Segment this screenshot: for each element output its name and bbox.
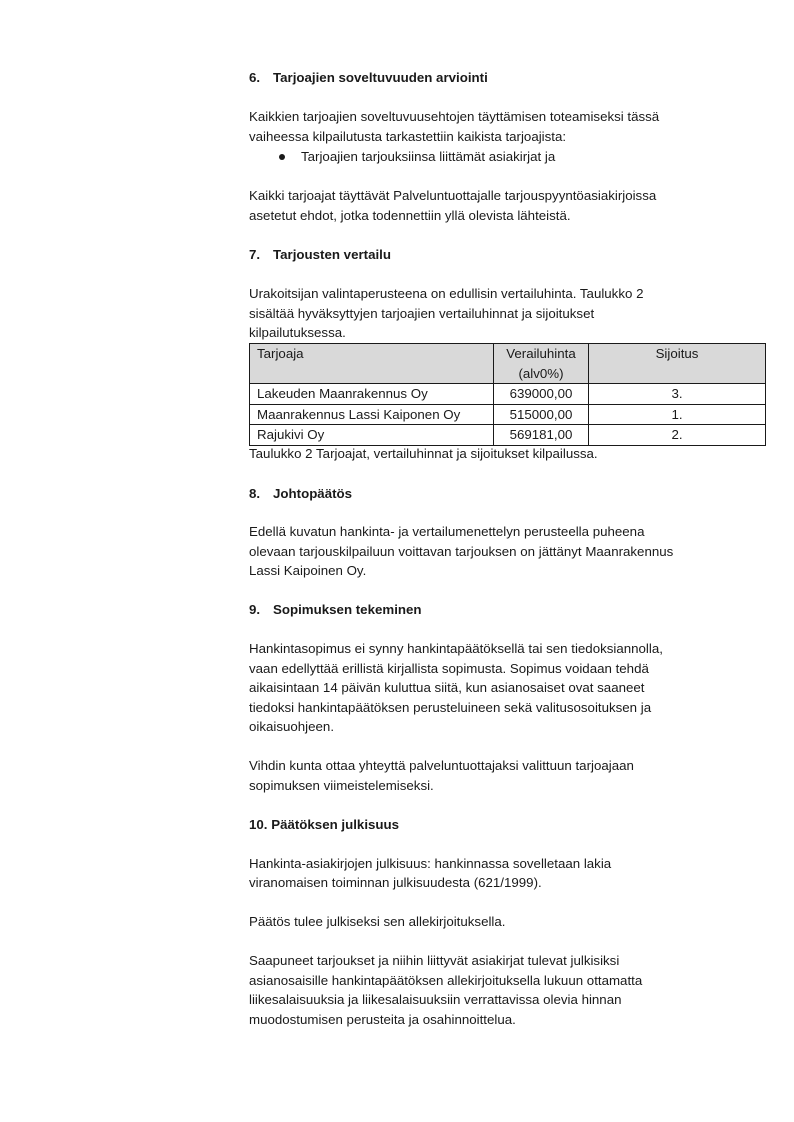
section-9-paragraph-line: vaan edellyttää erillistä kirjallista sopimusta. Sopimus voidaan tehdä [249, 661, 649, 676]
section-7-paragraph-line: Urakoitsijan valintaperusteena on edullisin vertailuhinta. Taulukko 2 [249, 286, 644, 301]
cell-bidder: Rajukivi Oy [250, 425, 494, 446]
section-6-paragraph-line: Kaikki tarjoajat täyttävät Palveluntuottajalle tarjouspyyntöasiakirjoissa [249, 188, 657, 203]
cell-price: 639000,00 [494, 384, 589, 405]
table-row [250, 425, 766, 446]
table-row [250, 384, 766, 405]
section-6-paragraph-line: asetetut ehdot, jotka todennettiin yllä olevista lähteistä. [249, 208, 571, 223]
section-6-paragraph-line: vaiheessa kilpailutusta tarkastettiin kaikista tarjoajista: [249, 129, 567, 144]
section-8-paragraph-line: Edellä kuvatun hankinta- ja vertailumenettelyn perusteella puheena [249, 524, 645, 539]
section-10-paragraph-line: Päätös tulee julkiseksi sen allekirjoituksella. [249, 914, 506, 929]
section-7-paragraph-line: sisältää hyväksyttyjen tarjoajien vertailuhinnat ja sijoitukset [249, 306, 595, 321]
section-10-paragraph-line: muodostumisen perusteita ja osahinnoittelua. [249, 1012, 516, 1027]
section-8-paragraph-line: Lassi Kaipoinen Oy. [249, 563, 367, 578]
section-6-heading: 6. Tarjoajien soveltuvuuden arviointi [249, 70, 488, 85]
section-9-paragraph-line: Vihdin kunta ottaa yhteyttä palveluntuottajaksi valittuun tarjoajaan [249, 758, 634, 773]
cell-bidder: Lakeuden Maanrakennus Oy [250, 384, 494, 405]
bids-table [249, 343, 766, 446]
table-row [250, 404, 766, 425]
cell-bidder: Maanrakennus Lassi Kaiponen Oy [250, 404, 494, 425]
header-rank: Sijoitus [589, 344, 766, 384]
section-10-paragraph-line: viranomaisen toiminnan julkisuudesta (621/1999). [249, 875, 542, 890]
section-9-paragraph-line: sopimuksen viimeistelemiseksi. [249, 778, 434, 793]
section-10-heading: 10. Päätöksen julkisuus [249, 817, 400, 832]
table-caption: Taulukko 2 Tarjoajat, vertailuhinnat ja sijoitukset kilpailussa. [249, 446, 598, 461]
section-9-paragraph-line: aikaisintaan 14 päivän kuluttua siitä, kun asianosaiset ovat saaneet [249, 680, 645, 695]
section-10-paragraph-line: Saapuneet tarjoukset ja niihin liittyvät asiakirjat tulevat julkisiksi [249, 953, 620, 968]
document-page [249, 0, 769, 1027]
cell-rank: 2. [589, 425, 766, 446]
section-10-paragraph-line: asianosaisille hankintapäätöksen allekirjoituksella lukuun ottamatta [249, 973, 643, 988]
header-bidder: Tarjoaja [250, 344, 494, 384]
section-9-paragraph-line: Hankintasopimus ei synny hankintapäätöksellä tai sen tiedoksiannolla, [249, 641, 663, 656]
cell-price: 515000,00 [494, 404, 589, 425]
cell-rank: 1. [589, 404, 766, 425]
section-7-heading: 7. Tarjousten vertailu [249, 247, 391, 262]
table-header-row [250, 344, 766, 384]
section-9-paragraph-line: tiedoksi hankintapäätöksen perusteluineen sekä valitusosoituksen ja [249, 700, 652, 715]
cell-rank: 3. [589, 384, 766, 405]
section-10-paragraph-line: Hankinta-asiakirjojen julkisuus: hankinnassa sovelletaan lakia [249, 856, 612, 871]
section-10-paragraph-line: liikesalaisuuksia ja liikesalaisuuksiin verrattavissa olevia hinnan [249, 992, 622, 1007]
section-8-paragraph-line: olevaan tarjouskilpailuun voittavan tarjouksen on jättänyt Maanrakennus [249, 544, 674, 559]
section-7-paragraph-line: kilpailutuksessa. [249, 325, 346, 340]
section-6-bullet-item: Tarjoajien tarjouksiinsa liittämät asiakirjat ja [249, 147, 769, 167]
section-9-paragraph-line: oikaisuohjeen. [249, 719, 335, 734]
header-price: Verailuhinta (alv0%) [494, 344, 589, 384]
section-8-heading: 8. Johtopäätös [249, 486, 353, 501]
section-6-paragraph-line: Kaikkien tarjoajien soveltuvuusehtojen täyttämisen toteamiseksi tässä [249, 109, 660, 124]
cell-price: 569181,00 [494, 425, 589, 446]
section-9-heading: 9. Sopimuksen tekeminen [249, 602, 422, 617]
